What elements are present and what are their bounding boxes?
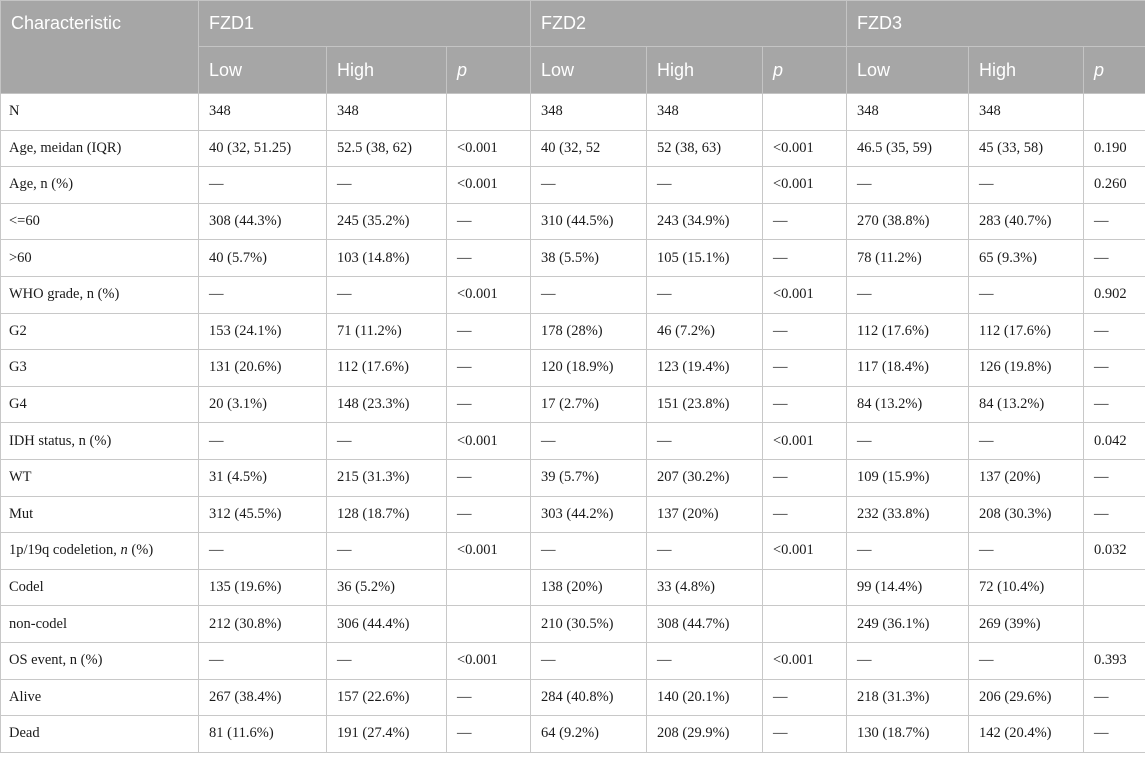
table-cell: 283 (40.7%) [969, 203, 1084, 240]
table-cell: 348 [199, 94, 327, 131]
table-cell: 207 (30.2%) [647, 459, 763, 496]
table-cell: <0.001 [763, 423, 847, 460]
table-cell: — [1084, 716, 1145, 753]
table-row [1, 130, 1145, 167]
table-cell: 0.902 [1084, 276, 1145, 313]
table-cell: 0.260 [1084, 167, 1145, 204]
table-cell: — [763, 313, 847, 350]
table-cell: 123 (19.4%) [647, 350, 763, 387]
table-row [1, 642, 1145, 679]
table-cell [763, 569, 847, 606]
table-cell: — [1084, 496, 1145, 533]
table-cell: 84 (13.2%) [969, 386, 1084, 423]
table-cell: <0.001 [763, 533, 847, 570]
table-cell: 120 (18.9%) [531, 350, 647, 387]
subheader-high: High [327, 47, 447, 94]
table-cell: — [763, 679, 847, 716]
table-row [1, 94, 1145, 131]
table-cell: 191 (27.4%) [327, 716, 447, 753]
table-cell: 208 (29.9%) [647, 716, 763, 753]
table-cell: 148 (23.3%) [327, 386, 447, 423]
subheader-p: p [763, 47, 847, 94]
table-cell: 112 (17.6%) [969, 313, 1084, 350]
table-row [1, 606, 1145, 643]
table-cell: — [327, 642, 447, 679]
row-label: WHO grade, n (%) [1, 276, 199, 313]
table-cell: — [531, 533, 647, 570]
table-cell [1084, 569, 1145, 606]
table-cell: <0.001 [763, 130, 847, 167]
table-cell: — [531, 276, 647, 313]
table-cell: 20 (3.1%) [199, 386, 327, 423]
table-cell: — [327, 533, 447, 570]
table-cell: <0.001 [763, 642, 847, 679]
table-cell: 151 (23.8%) [647, 386, 763, 423]
table-cell: <0.001 [447, 276, 531, 313]
table-cell: 0.393 [1084, 642, 1145, 679]
table-cell: 157 (22.6%) [327, 679, 447, 716]
table-cell: — [763, 496, 847, 533]
table-cell: 78 (11.2%) [847, 240, 969, 277]
table-cell [1084, 606, 1145, 643]
table-cell: — [763, 386, 847, 423]
table-cell: 52.5 (38, 62) [327, 130, 447, 167]
table-cell: 348 [969, 94, 1084, 131]
table-cell: 45 (33, 58) [969, 130, 1084, 167]
row-label: Mut [1, 496, 199, 533]
table-cell: 112 (17.6%) [327, 350, 447, 387]
table-cell: 137 (20%) [647, 496, 763, 533]
table-row [1, 386, 1145, 423]
table-cell: 137 (20%) [969, 459, 1084, 496]
table-cell: <0.001 [447, 533, 531, 570]
characteristic-header: Characteristic [1, 1, 199, 94]
table-cell: 142 (20.4%) [969, 716, 1084, 753]
table-cell: 243 (34.9%) [647, 203, 763, 240]
table-cell: 40 (5.7%) [199, 240, 327, 277]
table-cell: — [763, 716, 847, 753]
row-label: G3 [1, 350, 199, 387]
table-cell: <0.001 [447, 167, 531, 204]
table-cell: 0.032 [1084, 533, 1145, 570]
table-row [1, 679, 1145, 716]
subheader-p: p [447, 47, 531, 94]
table-cell: — [647, 642, 763, 679]
table-cell: — [531, 642, 647, 679]
table-cell: 310 (44.5%) [531, 203, 647, 240]
table-cell: 46.5 (35, 59) [847, 130, 969, 167]
table-cell: — [447, 716, 531, 753]
table-cell: 140 (20.1%) [647, 679, 763, 716]
table-cell: — [847, 167, 969, 204]
table-cell: — [447, 313, 531, 350]
table-cell: — [447, 350, 531, 387]
table-cell: 135 (19.6%) [199, 569, 327, 606]
table-cell: 130 (18.7%) [847, 716, 969, 753]
table-cell: <0.001 [447, 642, 531, 679]
table-cell: — [199, 167, 327, 204]
row-label: Alive [1, 679, 199, 716]
row-label: OS event, n (%) [1, 642, 199, 679]
table-cell: — [447, 240, 531, 277]
table-cell: — [763, 203, 847, 240]
table-cell: 218 (31.3%) [847, 679, 969, 716]
table-cell: 308 (44.7%) [647, 606, 763, 643]
table-cell: 210 (30.5%) [531, 606, 647, 643]
table-cell: 71 (11.2%) [327, 313, 447, 350]
table-row [1, 167, 1145, 204]
table-cell [1084, 94, 1145, 131]
table-cell: 17 (2.7%) [531, 386, 647, 423]
table-cell [447, 606, 531, 643]
table-body [1, 94, 1145, 753]
table-cell: 72 (10.4%) [969, 569, 1084, 606]
row-label: Age, n (%) [1, 167, 199, 204]
table-cell: — [1084, 203, 1145, 240]
table-cell: — [531, 423, 647, 460]
table-cell: 0.190 [1084, 130, 1145, 167]
table-cell: — [199, 533, 327, 570]
table-cell: — [531, 167, 647, 204]
table-cell: 46 (7.2%) [647, 313, 763, 350]
table-cell: — [969, 167, 1084, 204]
table-cell: <0.001 [763, 276, 847, 313]
row-label: Age, meidan (IQR) [1, 130, 199, 167]
table-cell: 208 (30.3%) [969, 496, 1084, 533]
table-row [1, 569, 1145, 606]
table-cell: 109 (15.9%) [847, 459, 969, 496]
table-cell [447, 94, 531, 131]
table-cell: 126 (19.8%) [969, 350, 1084, 387]
table-cell: 215 (31.3%) [327, 459, 447, 496]
table-cell: — [1084, 350, 1145, 387]
table-cell: — [447, 496, 531, 533]
table-cell: 131 (20.6%) [199, 350, 327, 387]
table-cell: — [447, 679, 531, 716]
table-cell: 303 (44.2%) [531, 496, 647, 533]
table-header [1, 1, 1145, 94]
table-cell: 267 (38.4%) [199, 679, 327, 716]
table-cell: — [1084, 459, 1145, 496]
table-cell: — [327, 423, 447, 460]
table-cell: 348 [847, 94, 969, 131]
group-header-fzd2: FZD2 [531, 1, 847, 47]
table-cell: — [327, 276, 447, 313]
table-cell: 117 (18.4%) [847, 350, 969, 387]
table-cell: — [647, 423, 763, 460]
table-cell [447, 569, 531, 606]
table-cell: — [1084, 240, 1145, 277]
table-row [1, 459, 1145, 496]
table-row [1, 423, 1145, 460]
table-row [1, 533, 1145, 570]
row-label: Codel [1, 569, 199, 606]
table-cell: — [647, 276, 763, 313]
table-cell: 64 (9.2%) [531, 716, 647, 753]
table-cell: 33 (4.8%) [647, 569, 763, 606]
table-cell: — [847, 276, 969, 313]
group-header-fzd1: FZD1 [199, 1, 531, 47]
table-cell: — [447, 203, 531, 240]
table-cell: — [1084, 313, 1145, 350]
table-row [1, 496, 1145, 533]
table-cell: — [763, 240, 847, 277]
table-row [1, 240, 1145, 277]
table-cell: — [969, 533, 1084, 570]
table-cell: — [1084, 386, 1145, 423]
subheader-low: Low [847, 47, 969, 94]
table-cell: 40 (32, 51.25) [199, 130, 327, 167]
table-cell: 153 (24.1%) [199, 313, 327, 350]
table-cell: 284 (40.8%) [531, 679, 647, 716]
table-cell: 308 (44.3%) [199, 203, 327, 240]
table-cell: 65 (9.3%) [969, 240, 1084, 277]
table-cell: 232 (33.8%) [847, 496, 969, 533]
table-cell: <0.001 [447, 130, 531, 167]
row-label: IDH status, n (%) [1, 423, 199, 460]
table-cell: 245 (35.2%) [327, 203, 447, 240]
subheader-p: p [1084, 47, 1145, 94]
table-cell: — [847, 423, 969, 460]
table-cell: 81 (11.6%) [199, 716, 327, 753]
table-cell: 31 (4.5%) [199, 459, 327, 496]
table-cell: 270 (38.8%) [847, 203, 969, 240]
table-cell: — [969, 276, 1084, 313]
table-cell: 39 (5.7%) [531, 459, 647, 496]
table-cell: — [199, 642, 327, 679]
table-cell: — [647, 533, 763, 570]
table-cell: 312 (45.5%) [199, 496, 327, 533]
row-label: G2 [1, 313, 199, 350]
table-cell: — [1084, 679, 1145, 716]
table-cell: <0.001 [447, 423, 531, 460]
table-cell: 128 (18.7%) [327, 496, 447, 533]
table-row [1, 716, 1145, 753]
row-label: <=60 [1, 203, 199, 240]
table-cell: 0.042 [1084, 423, 1145, 460]
table-cell: 249 (36.1%) [847, 606, 969, 643]
table-cell: — [199, 423, 327, 460]
table-cell: 212 (30.8%) [199, 606, 327, 643]
table-cell: 348 [531, 94, 647, 131]
table-row [1, 203, 1145, 240]
table-cell: — [969, 423, 1084, 460]
table-cell: 52 (38, 63) [647, 130, 763, 167]
table-cell: 103 (14.8%) [327, 240, 447, 277]
row-label: non-codel [1, 606, 199, 643]
table-row [1, 313, 1145, 350]
row-label: >60 [1, 240, 199, 277]
table-cell: 306 (44.4%) [327, 606, 447, 643]
group-header-fzd3: FZD3 [847, 1, 1145, 47]
row-label: N [1, 94, 199, 131]
subheader-low: Low [199, 47, 327, 94]
table-cell: — [647, 167, 763, 204]
table-cell [763, 94, 847, 131]
row-label: 1p/19q codeletion, n (%) [1, 533, 199, 570]
subheader-high: High [969, 47, 1084, 94]
table-cell: — [327, 167, 447, 204]
table-cell: 105 (15.1%) [647, 240, 763, 277]
table-cell: — [969, 642, 1084, 679]
row-label: G4 [1, 386, 199, 423]
row-label: WT [1, 459, 199, 496]
table-cell: 84 (13.2%) [847, 386, 969, 423]
table-cell: 206 (29.6%) [969, 679, 1084, 716]
subheader-low: Low [531, 47, 647, 94]
table-cell: 348 [647, 94, 763, 131]
row-label: Dead [1, 716, 199, 753]
table-cell: — [763, 350, 847, 387]
table-cell: 348 [327, 94, 447, 131]
table-cell: 138 (20%) [531, 569, 647, 606]
table-cell: — [847, 642, 969, 679]
table-cell: 38 (5.5%) [531, 240, 647, 277]
table-cell: — [447, 386, 531, 423]
table-cell: 36 (5.2%) [327, 569, 447, 606]
table-cell: — [447, 459, 531, 496]
subheader-high: High [647, 47, 763, 94]
table-cell: 112 (17.6%) [847, 313, 969, 350]
table-row [1, 276, 1145, 313]
table-cell: — [763, 459, 847, 496]
table-cell: — [847, 533, 969, 570]
table-cell: 269 (39%) [969, 606, 1084, 643]
table-cell: <0.001 [763, 167, 847, 204]
table-cell: 40 (32, 52 [531, 130, 647, 167]
table-cell: 178 (28%) [531, 313, 647, 350]
table-cell: — [199, 276, 327, 313]
table-cell [763, 606, 847, 643]
table-cell: 99 (14.4%) [847, 569, 969, 606]
table-row [1, 350, 1145, 387]
